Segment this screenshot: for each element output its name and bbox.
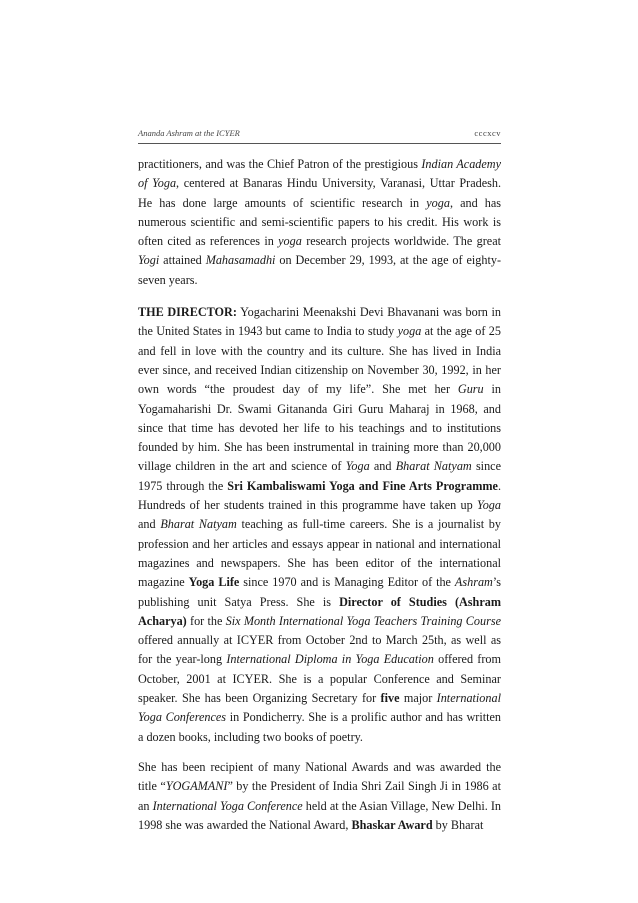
bold-text: THE DIRECTOR: [138, 305, 237, 320]
text-run: and [369, 459, 396, 474]
text-run: on December 29, 1993, at the age of eighty-seven years. [138, 253, 502, 287]
italic-text: Yoga [345, 459, 370, 474]
text-run: and [138, 517, 161, 532]
text-run: offered annually at ICYER from October 2nd to March 25th, as well as for the year-long [138, 633, 501, 667]
italic-text: International Yoga Conference [152, 798, 303, 813]
italic-text: yoga [426, 195, 450, 210]
paragraph [138, 758, 501, 835]
text-run: offered from October, 2001 at ICYER. She is a popular Conference and Seminar speaker. She has been Organizing Secretary for [138, 652, 502, 706]
italic-text: Six Month International Yoga Teachers Training Course [225, 613, 501, 628]
text-run: in Yogamaharishi Dr. Swami Gitananda Giri Guru Maharaj in 1968, and since that time has devoted her life to his teachings and to institutions founded by him. She has been instrumental in training more than 20,000 village children in the art and science of [138, 382, 502, 474]
bold-text: Director of Studies (Ashram Acharya) [138, 594, 501, 628]
italic-text: Yoga [477, 498, 501, 513]
body-text [138, 155, 501, 846]
paragraph [138, 155, 501, 290]
text-run: attained [159, 253, 206, 268]
italic-text: yoga [397, 324, 422, 339]
bold-text: Yoga Life [188, 575, 240, 590]
text-run: at the age of 25 and fell in love with the country and its culture. She has lived in India ever since, and received Indian citizenship on November 30, 1992, in her own words “the proudest day of my life”. She met her [138, 324, 501, 397]
text-run: ” by the President of India Shri Zail Singh Ji in 1986 at an [138, 779, 501, 813]
text-run: by Bharat [432, 817, 484, 832]
running-header [138, 128, 501, 138]
italic-text: Ashram [454, 575, 493, 590]
text-run: , and has numerous scientific and semi-scientific papers to his credit. His work is often cited as references in [138, 195, 501, 249]
text-run: research projects worldwide. The great [301, 234, 501, 249]
bold-text: five [380, 691, 400, 706]
bold-text: Sri Kambaliswami Yoga and Fine Arts Programme [227, 478, 498, 493]
text-run: , centered at Banaras Hindu University, Varanasi, Uttar Pradesh. He has done large amounts of scientific research in [138, 176, 502, 210]
italic-text: yoga [278, 234, 302, 249]
text-run: She has been recipient of many National Awards and was awarded the title “ [138, 759, 501, 794]
text-run: in Pondicherry. She is a prolific author and has written a dozen books, including two books of poetry. [138, 710, 501, 744]
text-run: practitioners, and was the Chief Patron of the prestigious [138, 157, 422, 171]
bold-text: Bhaskar Award [351, 817, 433, 832]
running-title: Ananda Ashram at the ICYER [138, 128, 240, 138]
text-run: Yogacharini Meenakshi Devi Bhavanani was born in the United States in 1943 but came to India to study [138, 305, 501, 339]
italic-text: Bharat Natyam [395, 459, 472, 474]
text-run: teaching as full-time careers. She is a journalist by profession and her articles and essays appear in national and international magazines and newspapers. She has been editor of the international magazine [138, 517, 501, 590]
text-run: since 1970 and is Managing Editor of the [239, 575, 455, 590]
header-rule [138, 143, 501, 144]
italic-text: International Diploma in Yoga Education [226, 652, 434, 667]
text-run: ’s publishing unit Satya Press. She is [138, 575, 501, 609]
text-run: . Hundreds of her students trained in this programme have taken up [138, 478, 501, 513]
text-run: major [399, 691, 437, 706]
italic-text: Guru [457, 382, 484, 397]
text-run: for the [186, 613, 226, 628]
page-number: cccxcv [474, 128, 501, 138]
italic-text: Yogi [138, 253, 160, 268]
italic-text: International Yoga Conferences [138, 691, 501, 725]
italic-text: Mahasamadhi [205, 253, 276, 268]
italic-text: YOGAMANI [165, 779, 228, 794]
italic-text: Bharat Natyam [160, 517, 237, 532]
text-run: since 1975 through the [138, 459, 501, 493]
paragraph [138, 303, 501, 747]
italic-text: Indian Academy of Yoga [138, 157, 501, 191]
text-run: held at the Asian Village, New Delhi. In 1998 she was awarded the National Award, [138, 798, 501, 832]
